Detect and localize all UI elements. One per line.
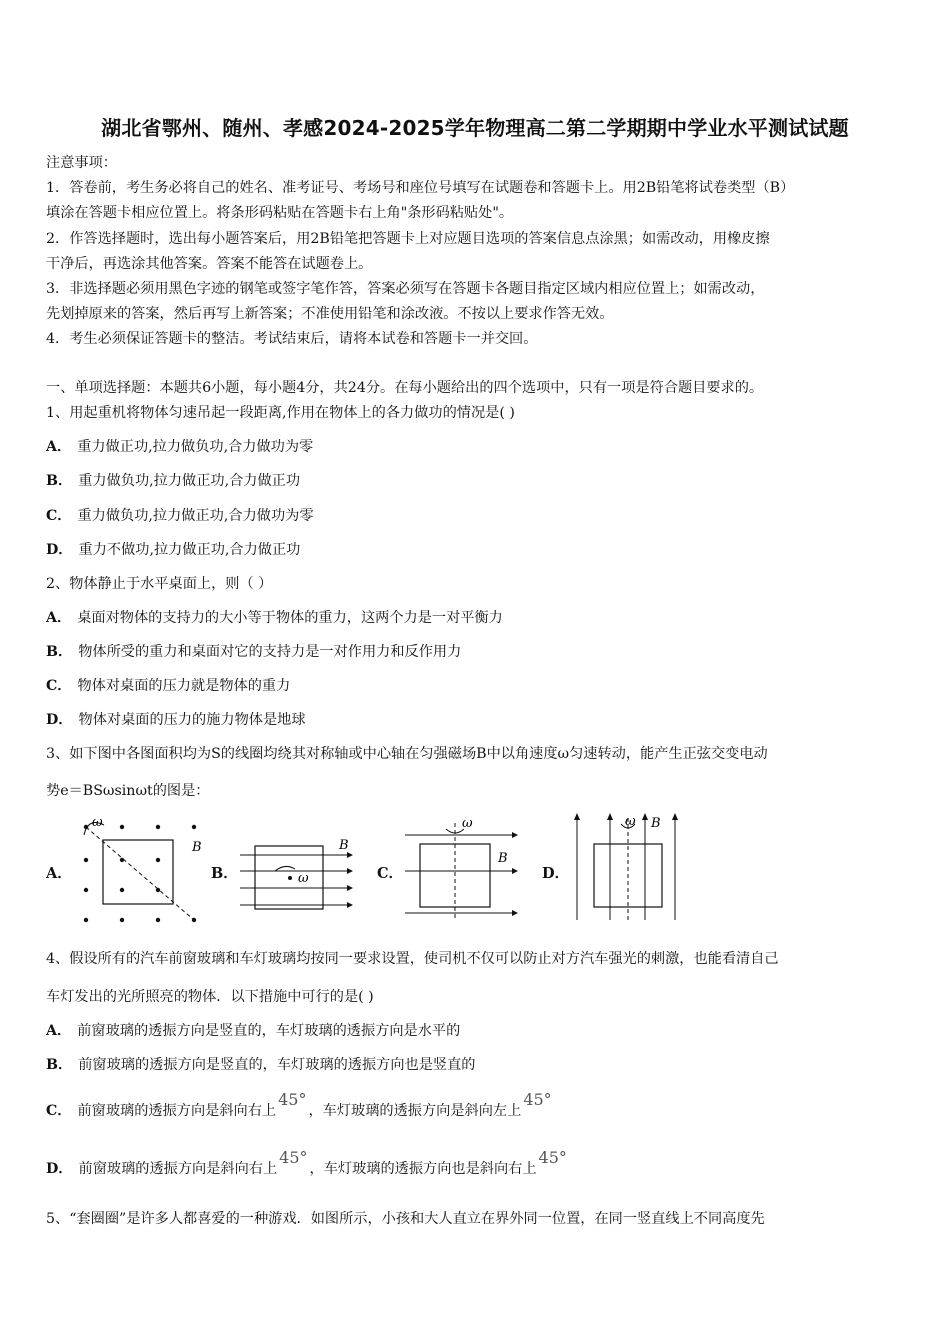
degree-value: 45° bbox=[279, 1148, 308, 1167]
figure-c-label: C． bbox=[377, 865, 404, 882]
page-title: 湖北省鄂州、随州、孝感2024-2025学年物理高二第二学期期中学业水平测试试题 bbox=[101, 116, 849, 140]
question-2-option-a: A． 桌面对物体的支持力的大小等于物体的重力，这两个力是一对平衡力 bbox=[46, 610, 503, 626]
omega-label: ω bbox=[462, 816, 473, 831]
degree-value: 45° bbox=[523, 1090, 552, 1109]
notice-line: 填涂在答题卡相应位置上。将条形码粘贴在答题卡右上角"条形码粘贴处"。 bbox=[46, 205, 514, 221]
section-heading: 一、单项选择题：本题共6小题，每小题4分，共24分。在每小题给出的四个选项中，只有一项是符合题目要求的。 bbox=[46, 380, 764, 396]
question-4-option-b: B． 前窗玻璃的透振方向是竖直的，车灯玻璃的透振方向也是竖直的 bbox=[46, 1057, 476, 1073]
question-2-option-b: B． 物体所受的重力和桌面对它的支持力是一对作用力和反作用力 bbox=[46, 644, 462, 660]
omega-label: ω bbox=[298, 871, 309, 886]
question-4-stem-cont: 车灯发出的光所照亮的物体．以下措施中可行的是( ) bbox=[46, 989, 374, 1005]
notice-line: 2．作答选择题时，选出每小题答案后，用2B铅笔把答题卡上对应题目选项的答案信息点涂黑；如需改动，用橡皮擦 bbox=[46, 231, 770, 247]
question-1-option-a: A． 重力做正功,拉力做负功,合力做功为零 bbox=[46, 439, 314, 455]
field-b-label: B bbox=[192, 840, 202, 855]
notice-heading: 注意事项： bbox=[46, 155, 117, 171]
notice-line: 1．答卷前，考生务必将自己的姓名、准考证号、考场号和座位号填写在试题卷和答题卡上。用2B铅笔将试卷类型（B） bbox=[46, 180, 795, 196]
field-b-label: B bbox=[651, 816, 661, 831]
question-2-option-d: D． 物体对桌面的压力的施力物体是地球 bbox=[46, 712, 306, 728]
figure-d-label: D． bbox=[542, 865, 570, 882]
question-2-option-c: C． 物体对桌面的压力就是物体的重力 bbox=[46, 678, 291, 694]
notice-line: 3．非选择题必须用黑色字迹的钢笔或签字笔作答，答案必须写在答题卡各题目指定区域内相应位置上；如需改动， bbox=[46, 281, 765, 297]
figure-c-diagram bbox=[400, 815, 520, 925]
omega-label: ω bbox=[92, 815, 103, 830]
question-3-stem: 3、如下图中各图面积均为S的线圈均绕其对称轴或中心轴在匀强磁场B中以角速度ω匀速转动，能产生正弦交变电动 bbox=[46, 746, 768, 762]
question-3-stem-cont: 势e＝BSωsinωt的图是： bbox=[46, 783, 210, 799]
question-1-option-d: D． 重力不做功,拉力做正功,合力做正功 bbox=[46, 542, 301, 558]
question-4-option-a: A． 前窗玻璃的透振方向是竖直的，车灯玻璃的透振方向是水平的 bbox=[46, 1023, 461, 1039]
question-4-stem: 4、假设所有的汽车前窗玻璃和车灯玻璃均按同一要求设置，使司机不仅可以防止对方汽车强光的刺激，也能看清自己 bbox=[46, 951, 779, 967]
figure-b-diagram bbox=[235, 833, 355, 923]
figure-a-diagram bbox=[70, 815, 210, 925]
question-4-option-c: C． 前窗玻璃的透振方向是斜向右上45°，车灯玻璃的透振方向是斜向左上45° bbox=[46, 1090, 552, 1119]
figure-a-label: A． bbox=[46, 865, 72, 882]
question-5-stem: 5、“套圈圈”是许多人都喜爱的一种游戏．如图所示，小孩和大人直立在界外同一位置，在同一竖直线上不同高度先 bbox=[46, 1211, 765, 1227]
notice-line: 先划掉原来的答案，然后再写上新答案；不准使用铅笔和涂改液。不按以上要求作答无效。 bbox=[46, 306, 614, 322]
notice-line: 干净后，再选涂其他答案。答案不能答在试题卷上。 bbox=[46, 256, 373, 272]
omega-label: ω bbox=[625, 814, 636, 829]
degree-value: 45° bbox=[538, 1148, 567, 1167]
question-1-stem: 1、用起重机将物体匀速吊起一段距离,作用在物体上的各力做功的情况是( ) bbox=[46, 405, 515, 421]
figure-d-diagram bbox=[565, 810, 685, 925]
figure-b-label: B． bbox=[211, 865, 238, 882]
degree-value: 45° bbox=[278, 1090, 307, 1109]
question-1-option-c: C． 重力做负功,拉力做正功,合力做功为零 bbox=[46, 508, 314, 524]
field-b-label: B bbox=[498, 851, 508, 866]
question-1-option-b: B． 重力做负功,拉力做正功,合力做正功 bbox=[46, 473, 301, 489]
field-b-label: B bbox=[339, 838, 349, 853]
question-2-stem: 2、物体静止于水平桌面上，则（ ） bbox=[46, 576, 273, 592]
notice-line: 4．考生必须保证答题卡的整洁。考试结束后，请将本试卷和答题卡一并交回。 bbox=[46, 331, 538, 347]
question-4-option-d: D． 前窗玻璃的透振方向是斜向右上45°，车灯玻璃的透振方向也是斜向右上45° bbox=[46, 1148, 567, 1177]
